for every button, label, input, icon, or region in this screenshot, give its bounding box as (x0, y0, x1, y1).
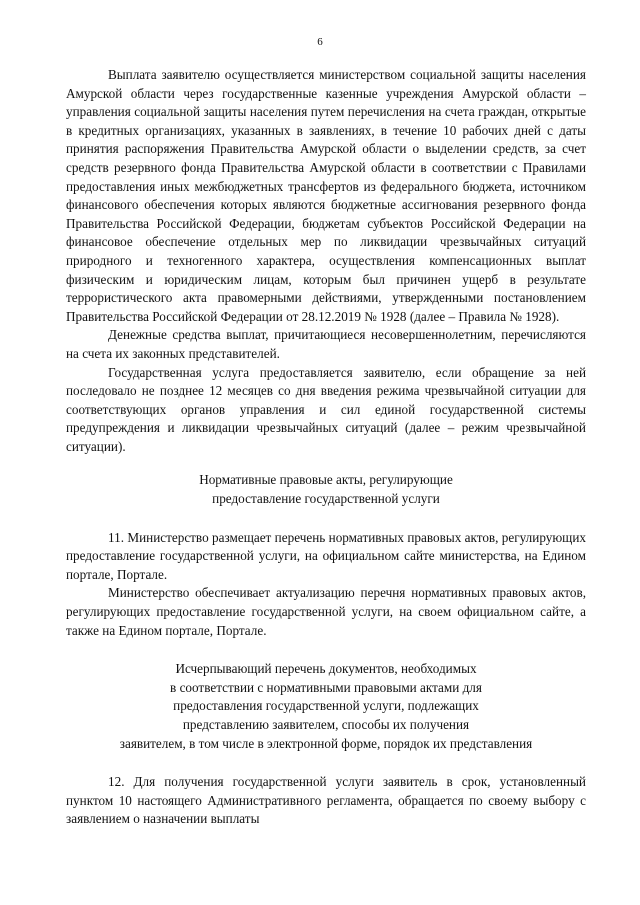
paragraph-item-12: 12. Для получения государственной услуги заявитель в срок, установленный пунктом 10 настоящего Административного регламента, обращается по своему выбору с заявлением о назначении выплаты (66, 774, 586, 827)
heading-line: Нормативные правовые акты, регулирующие (199, 472, 453, 488)
paragraph-service-eligibility: Государственная услуга предоставляется заявителю, если обращение за ней последовало не позднее 12 месяцев со дня введения режима чрезвычайной ситуации для соответствующих органов управления и сил единой государственной системы предупреждения и ликвидации чрезвычайных ситуаций (далее – режим чрезвычайной ситуации). (66, 364, 586, 454)
heading-line: предоставления государственной услуги, подлежащих (173, 698, 479, 714)
page-number: 6 (317, 36, 323, 48)
paragraph-payment-procedure: Выплата заявителю осуществляется министерством социальной защиты населения Амурской области через государственные казенные учреждения Амурской области – управления социальной защиты населения путем перечисления на счета граждан, открытые в кредитных организациях, указанных в заявлениях, в течение 10 рабочих дней с даты принятия распоряжения Правительства Амурской области о выделении средств, за счет средств резервного фонда Правительства Амурской области в соответствии с Правилами предоставления иных межбюджетных трансфертов из федерального бюджета, источником финансового обеспечения которых являются бюджетные ассигнования резервного фонда Правительства Российской Федерации, бюджетам субъектов Российской Федерации на финансовое обеспечение отдельных мер по ликвидации чрезвычайных ситуаций природного и техногенного характера, осуществления компенсационных выплат физическим и юридическим лицам, которым был причинен ущерб в результате террористического акта правомерными действиями, утвержденными постановлением Правительства Российской Федерации от 28.12.2019 № 1928 (далее – Правила № 1928). (66, 67, 586, 324)
heading-line: Исчерпывающий перечень документов, необходимых (175, 661, 477, 677)
heading-line: представлению заявителем, способы их получения (182, 717, 470, 732)
paragraph-minors-payments: Денежные средства выплат, причитающиеся несовершеннолетним, перечисляются на счета их законных представителей. (66, 327, 586, 361)
paragraph-item-11: 11. Министерство размещает перечень нормативных правовых актов, регулирующих предоставление государственной услуги, на официальном сайте министерства, на Едином портале, Портале. (66, 529, 586, 582)
heading-line: заявителем, в том числе в электронной форме, порядок их представления (119, 735, 533, 751)
document-body (66, 66, 586, 829)
paragraph-list-update: Министерство обеспечивает актуализацию перечня нормативных правовых актов, регулирующих предоставление государственной услуги, на своем официальном сайте, а также на Едином портале, Портале. (66, 585, 586, 638)
heading-line: предоставление государственной услуги (212, 491, 440, 507)
section-heading-legal-acts (66, 471, 586, 508)
section-heading-required-documents (66, 660, 586, 753)
heading-line: в соответствии с нормативными правовыми актами для (170, 679, 482, 695)
